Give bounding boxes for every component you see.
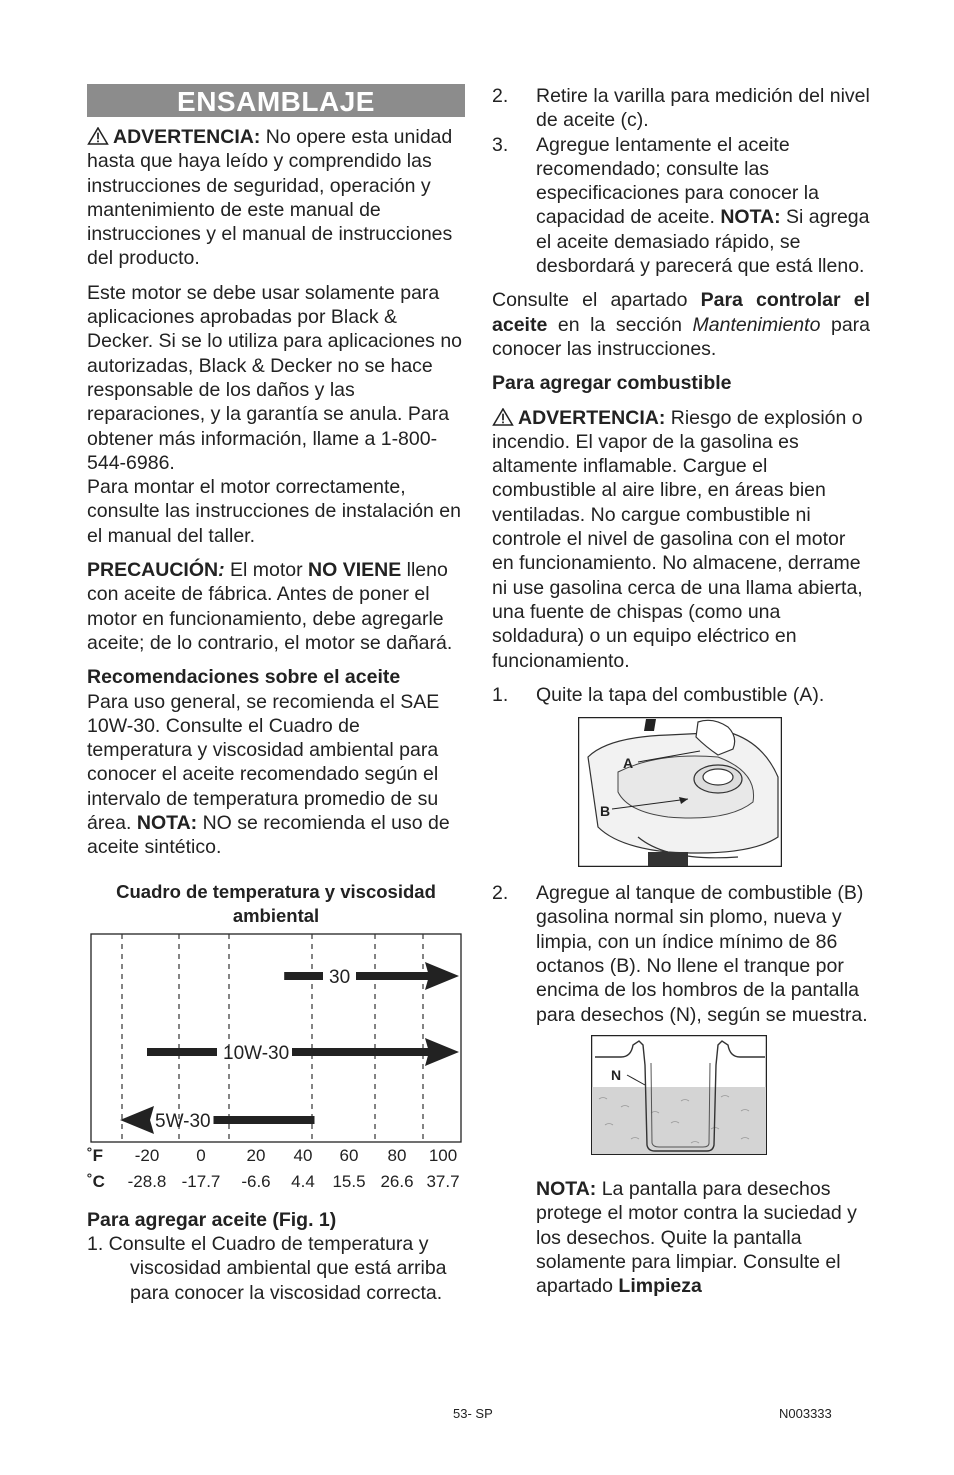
fuel-tank-illustration (578, 717, 782, 867)
chart-bar-30 (356, 972, 435, 980)
viscosity-chart (87, 932, 465, 1192)
celsius-tick-label: 15.5 (332, 1171, 366, 1191)
left-column (87, 84, 465, 1305)
fig-label-b: B (600, 803, 611, 820)
celsius-axis-label: ˚C (87, 1171, 105, 1191)
fig-label-a: A (623, 755, 634, 772)
oil-paragraph: Para uso general, se recomienda el SAE 10W-30. Consulte el Cuadro de temperatura y viscosidad ambiental para conocer el aceite recomendado según el intervalo de temperatura promedio de su área. NOTA: NO se recomienda el uso de aceite sintético. (87, 690, 450, 859)
add-oil-step-1: 1. Consulte el Cuadro de temperatura y viscosidad ambiental que está arriba para conocer la viscosidad correcta. (87, 1232, 447, 1304)
step-3: 3. Agregue lentamente el aceite recomendado; consulte las especificaciones para conocer la capacidad de aceite. NOTA: Si agrega el aceite demasiado rápido, se desbordará y parecerá que está lleno. (492, 133, 870, 278)
consult-paragraph: Consulte el apartado Para controlar el aceite en la sección Mantenimiento para conocer las instrucciones. (492, 289, 871, 360)
chart-svg (87, 932, 465, 1192)
celsius-tick-label: -6.6 (241, 1171, 271, 1191)
fahrenheit-axis-label: ˚F (87, 1145, 104, 1165)
chart-bar-10W-30 (292, 1048, 435, 1056)
warning-text: No opere esta unidad hasta que haya leído y comprendido las instrucciones de seguridad, operación y mantenimiento de este manual de instrucciones y el manual de instrucciones del producto. (87, 126, 453, 270)
screen-note: NOTA: La pantalla para desechos protege el motor contra la suciedad y los desechos. Quite la pantalla solamente para limpiar. Consulte el apartado Limpieza (536, 1177, 857, 1298)
chart-bar-10W-30 (147, 1048, 217, 1056)
debris-screen-figure (591, 1035, 767, 1155)
fahrenheit-tick-label: 20 (246, 1145, 266, 1165)
debris-screen-illustration (591, 1035, 767, 1155)
fuel-warning-paragraph: ADVERTENCIA: Riesgo de explosión o incendio. El vapor de la gasolina es altamente inflamable. Cargue el combustible al aire libre, en áreas bien ventiladas. No cargue combustible ni controle el nivel de gasolina con el motor en funcionamiento. No almacene, derrame ni use gasolina cerca de una llama abierta, una fuente de chispas (como una soldadura) o un equipo eléctrico en funcionamiento. (492, 406, 863, 672)
chart-arrow-30 (425, 962, 459, 990)
chart-arrow-10W-30 (425, 1038, 459, 1066)
document-code: N003333 (779, 1406, 832, 1421)
caution-label: PRECAUCIÓN (87, 559, 219, 582)
fuel-step-2: 2. Agregue al tanque de combustible (B) gasolina normal sin plomo, nueva y limpia, con un índice mínimo de 86 octanos (B). No llene el tranque por encima de los hombros de la pantalla para desechos (N), según se muestra. (492, 882, 868, 1026)
warning-triangle-icon (87, 127, 109, 145)
chart-series-label: 5W-30 (155, 1110, 211, 1132)
warning-triangle-icon (492, 408, 514, 426)
fuel-heading: Para agregar combustible (492, 372, 732, 395)
fahrenheit-tick-label: 80 (387, 1145, 407, 1165)
fuel-warning-label: ADVERTENCIA: (518, 406, 666, 429)
add-oil-heading: Para agregar aceite (Fig. 1) (87, 1208, 337, 1231)
celsius-tick-label: -17.7 (181, 1171, 221, 1191)
mounting-paragraph: Para montar el motor correctamente, consulte las instrucciones de instalación en el manual del taller. (87, 476, 461, 547)
celsius-tick-label: 4.4 (291, 1171, 315, 1191)
oil-heading: Recomendaciones sobre el aceite (87, 666, 401, 689)
fahrenheit-tick-label: 60 (339, 1145, 359, 1165)
right-column (492, 84, 870, 1298)
fahrenheit-tick-label: 40 (293, 1145, 313, 1165)
celsius-tick-label: 37.7 (426, 1171, 460, 1191)
usage-paragraph: Este motor se debe usar solamente para aplicaciones aprobadas por Black & Decker. Si se lo utiliza para aplicaciones no autorizadas, Black & Decker no se hace responsable de los daños y las reparaciones, y la garantía se anula. Para obtener más información, llame a 1-800-544-6986. (87, 281, 463, 474)
caution-paragraph: PRECAUCIÓN: El motor NO VIENE lleno con aceite de fábrica. Antes de poner el motor en funcionamiento, debe agregarle aceite; de lo contrario, el motor se dañará. (87, 559, 453, 654)
page-number: 53- SP (453, 1406, 493, 1421)
step-2: 2. Retire la varilla para medición del nivel de aceite (c). (492, 85, 870, 132)
celsius-tick-label: -28.8 (127, 1171, 167, 1191)
fahrenheit-tick-label: 0 (196, 1145, 206, 1165)
chart-title: Cuadro de temperatura y viscosidad ambiental (116, 880, 436, 926)
fahrenheit-tick-label: -20 (134, 1145, 160, 1165)
chart-series-label: 30 (329, 966, 351, 988)
fuel-cap-figure (578, 717, 782, 867)
chart-series-label: 10W-30 (223, 1042, 290, 1064)
chart-bar-5W-30 (144, 1116, 149, 1124)
chart-bar-5W-30 (214, 1116, 315, 1124)
fahrenheit-tick-label: 100 (428, 1145, 458, 1165)
chart-bar-30 (284, 972, 323, 980)
fig-label-n: N (611, 1066, 622, 1083)
celsius-tick-label: 26.6 (380, 1171, 414, 1191)
fuel-step-1: 1. Quite la tapa del combustible (A). (492, 683, 825, 706)
warning-paragraph (87, 125, 465, 271)
warning-label: ADVERTENCIA: (113, 126, 261, 148)
section-title: ENSAMBLAJE (87, 84, 465, 117)
note-label: NOTA: (536, 1177, 597, 1200)
